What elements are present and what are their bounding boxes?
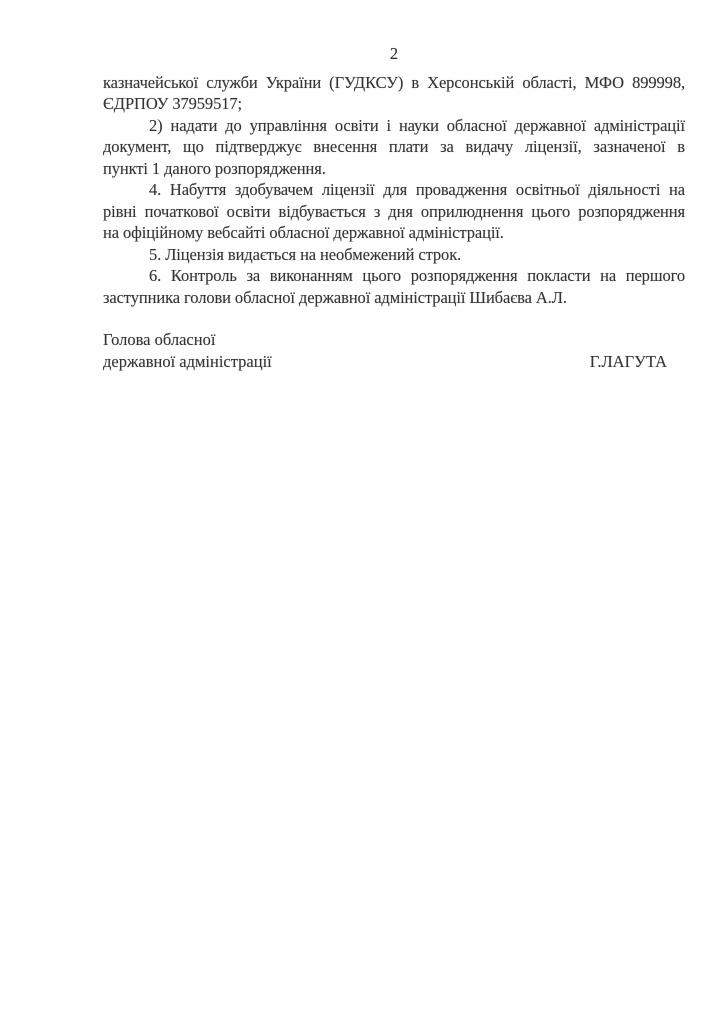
document-body <box>103 72 685 309</box>
signature-title-line-1: Голова обласної <box>103 330 216 349</box>
paragraph <box>103 115 685 180</box>
document-content <box>103 43 685 373</box>
text-line: на офіційному вебсайті обласної державної адміністрації. <box>103 223 504 242</box>
signature-title-line-2: державної адміністрації <box>103 351 272 371</box>
text-line: 2) надати до управління освіти і науки обласної державної адміністрації <box>149 115 685 135</box>
page-number: 2 <box>389 44 399 63</box>
text-line: казначейської служби України (ГУДКСУ) в Херсонській області, МФО 899998, <box>103 72 685 92</box>
text-line: заступника голови обласної державної адміністрації Шибаєва А.Л. <box>103 287 567 307</box>
paragraph <box>103 265 685 308</box>
text-line: пункті 1 даного розпорядження. <box>103 158 326 178</box>
text-line: 6. Контроль за виконанням цього розпорядження покласти на першого <box>149 266 685 285</box>
text-line: 5. Ліцензія видається на необмежений строк. <box>149 244 462 264</box>
text-line: 4. Набуття здобувачем ліцензії для провадження освітньої діяльності на <box>149 180 685 199</box>
text-line: ЄДРПОУ 37959517; <box>103 94 243 113</box>
signature-block <box>103 329 685 373</box>
text-line: документ, що підтверджує внесення плати за видачу ліцензії, зазначеної в <box>103 137 685 156</box>
paragraph <box>103 244 685 266</box>
signature-title <box>103 329 272 373</box>
paragraph <box>103 72 685 115</box>
text-line: рівні початкової освіти відбувається з дня оприлюднення цього розпорядження <box>103 201 685 221</box>
paragraph <box>103 179 685 244</box>
signature-name: Г.ЛАГУТА <box>589 351 667 371</box>
